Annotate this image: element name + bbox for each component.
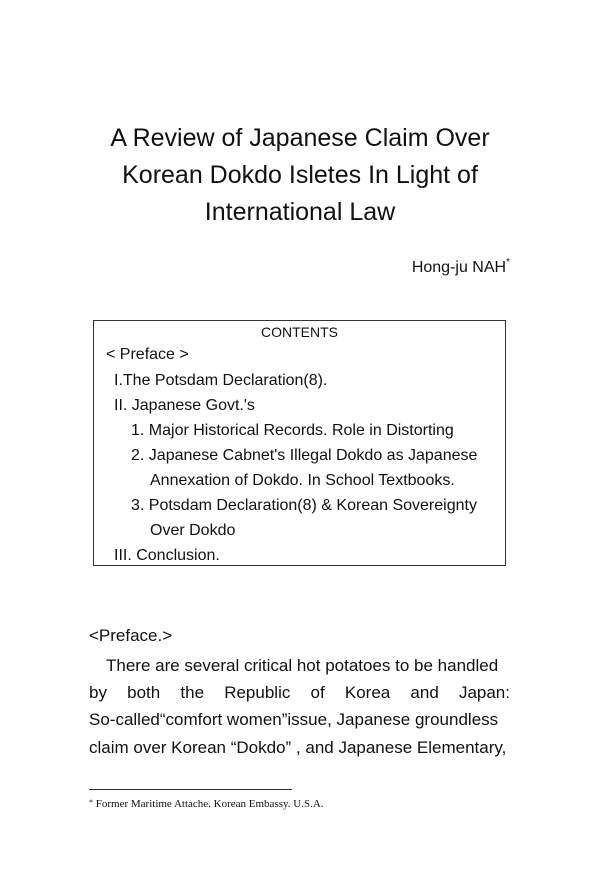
contents-subitem-1: 1. Major Historical Records. Role in Distorting	[131, 422, 454, 439]
title-line: International Law	[204, 198, 396, 226]
author-footnote-mark: *	[506, 257, 510, 268]
paper-title	[60, 120, 540, 231]
body-line: by both the Republic of Korea and Japan:	[89, 683, 510, 702]
contents-subitem-2-continued: Annexation of Dokdo. In School Textbooks.	[150, 472, 455, 489]
footnote-divider	[89, 789, 292, 790]
section-heading: <Preface.>	[89, 626, 173, 645]
body-line: So-called“comfort women”issue, Japanese groundless	[89, 710, 499, 729]
body-line: There are several critical hot potatoes to be handled	[106, 656, 499, 675]
footnote-mark: *	[89, 798, 93, 807]
title-line: Korean Dokdo Isletes In Light of	[122, 161, 478, 189]
contents-item-section-1: I.The Potsdam Declaration(8).	[114, 372, 328, 389]
contents-item-preface: < Preface >	[106, 346, 189, 363]
contents-item-section-2: II. Japanese Govt.'s	[114, 397, 255, 414]
contents-box	[93, 320, 506, 566]
contents-subitem-3-continued: Over Dokdo	[150, 522, 236, 539]
footnote-text: Former Maritime Attache. Korean Embassy. U.S.A.	[95, 798, 324, 810]
contents-heading: CONTENTS	[261, 324, 338, 340]
author-byline	[412, 259, 510, 277]
contents-subitem-2: 2. Japanese Cabnet's Illegal Dokdo as Japanese	[131, 447, 478, 464]
contents-subitem-3: 3. Potsdam Declaration(8) & Korean Sovereignty	[131, 497, 477, 514]
footnote	[89, 798, 324, 810]
body-line: claim over Korean “Dokdo” , and Japanese Elementary,	[89, 738, 507, 757]
author-name: Hong-ju NAH	[411, 259, 507, 276]
contents-item-section-3: III. Conclusion.	[114, 547, 220, 564]
title-line: A Review of Japanese Claim Over	[110, 124, 490, 152]
